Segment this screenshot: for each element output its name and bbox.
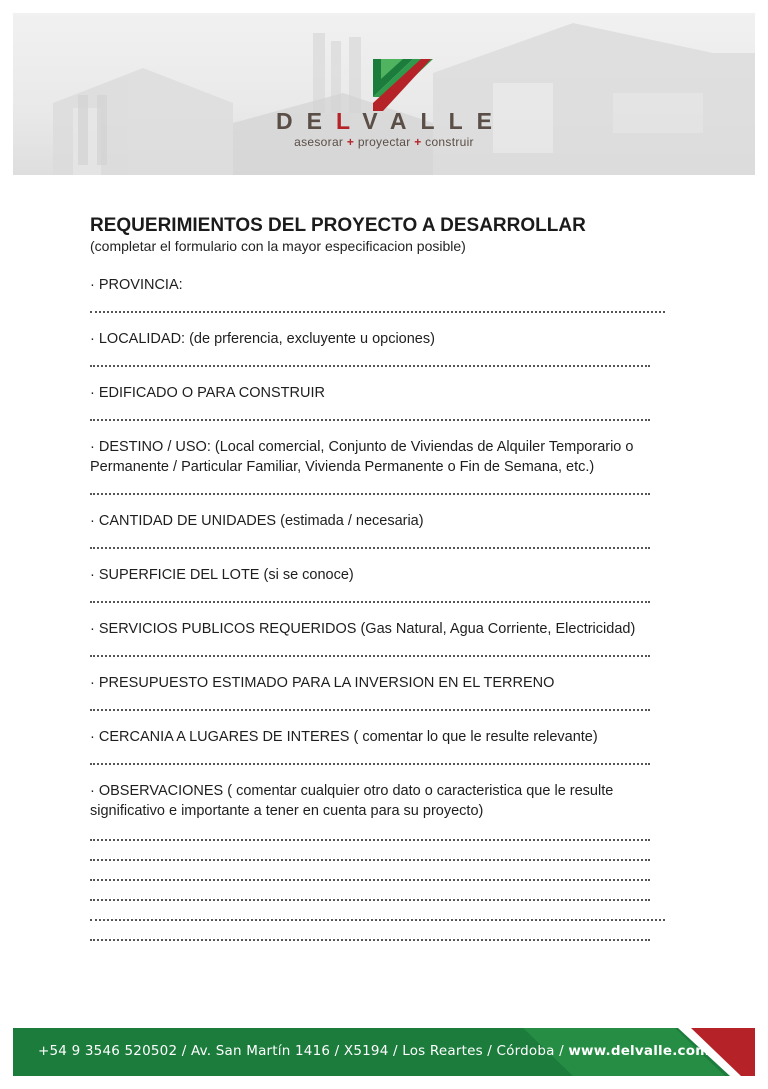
answer-line[interactable] xyxy=(90,295,665,313)
field-label: · PRESUPUESTO ESTIMADO PARA LA INVERSION EN EL TERRENO xyxy=(90,675,555,691)
delvalle-logo-icon xyxy=(373,59,433,111)
brand-tagline: asesorar + proyectar + construir xyxy=(294,135,474,149)
answer-line[interactable] xyxy=(90,639,650,657)
field-label: · LOCALIDAD: (de prferencia, excluyente u opciones) xyxy=(90,331,435,347)
field-observaciones xyxy=(90,781,680,941)
answer-line[interactable] xyxy=(90,921,650,941)
answer-line[interactable] xyxy=(90,901,665,921)
brand-name: DELVALLE xyxy=(276,108,506,134)
field-label: · SUPERFICIE DEL LOTE (si se conoce) xyxy=(90,567,354,583)
field-cantidad-unidades xyxy=(90,511,680,549)
field-servicios-publicos xyxy=(90,619,680,657)
contact-info: +54 9 3546 520502 / Av. San Martín 1416 / X5194 / Los Reartes / Córdoba / xyxy=(38,1043,569,1059)
field-label: · CANTIDAD DE UNIDADES (estimada / necesaria) xyxy=(90,513,424,529)
field-superficie-lote xyxy=(90,565,680,603)
answer-line[interactable] xyxy=(90,861,650,881)
field-label: · SERVICIOS PUBLICOS REQUERIDOS (Gas Natural, Agua Corriente, Electricidad) xyxy=(90,621,636,637)
field-provincia xyxy=(90,275,680,313)
footer-bar xyxy=(13,1028,755,1076)
answer-line[interactable] xyxy=(90,403,650,421)
field-destino-uso xyxy=(90,437,680,495)
field-label: · CERCANIA A LUGARES DE INTERES ( comentar lo que le resulte relevante) xyxy=(90,729,598,745)
form-title: REQUERIMIENTOS DEL PROYECTO A DESARROLLAR xyxy=(90,215,586,236)
footer-contact xyxy=(38,1043,709,1059)
answer-line[interactable] xyxy=(90,841,650,861)
website-link[interactable]: www.delvalle.com xyxy=(568,1043,710,1059)
answer-line[interactable] xyxy=(90,585,650,603)
answer-line[interactable] xyxy=(90,693,650,711)
field-presupuesto xyxy=(90,673,680,711)
answer-line[interactable] xyxy=(90,477,650,495)
answer-line[interactable] xyxy=(90,821,650,841)
header-banner xyxy=(13,13,755,175)
field-label: · PROVINCIA: xyxy=(90,277,183,293)
answer-line[interactable] xyxy=(90,531,650,549)
form-subtitle: (completar el formulario con la mayor especificacion posible) xyxy=(90,238,466,254)
field-label: · EDIFICADO O PARA CONSTRUIR xyxy=(90,385,325,401)
answer-line[interactable] xyxy=(90,747,650,765)
field-label: · OBSERVACIONES ( comentar cualquier otro dato o caracteristica que le resulte significativo e importante a tener en cuenta para su proyecto) xyxy=(90,783,614,819)
field-edificado xyxy=(90,383,680,421)
field-label: · DESTINO / USO: (Local comercial, Conjunto de Viviendas de Alquiler Temporario o Permanente / Particular Familiar, Vivienda Permanente o Fin de Semana, etc.) xyxy=(90,439,634,475)
field-localidad xyxy=(90,329,680,367)
answer-line[interactable] xyxy=(90,349,650,367)
field-cercania xyxy=(90,727,680,765)
answer-line[interactable] xyxy=(90,881,650,901)
requirements-form xyxy=(90,214,680,957)
